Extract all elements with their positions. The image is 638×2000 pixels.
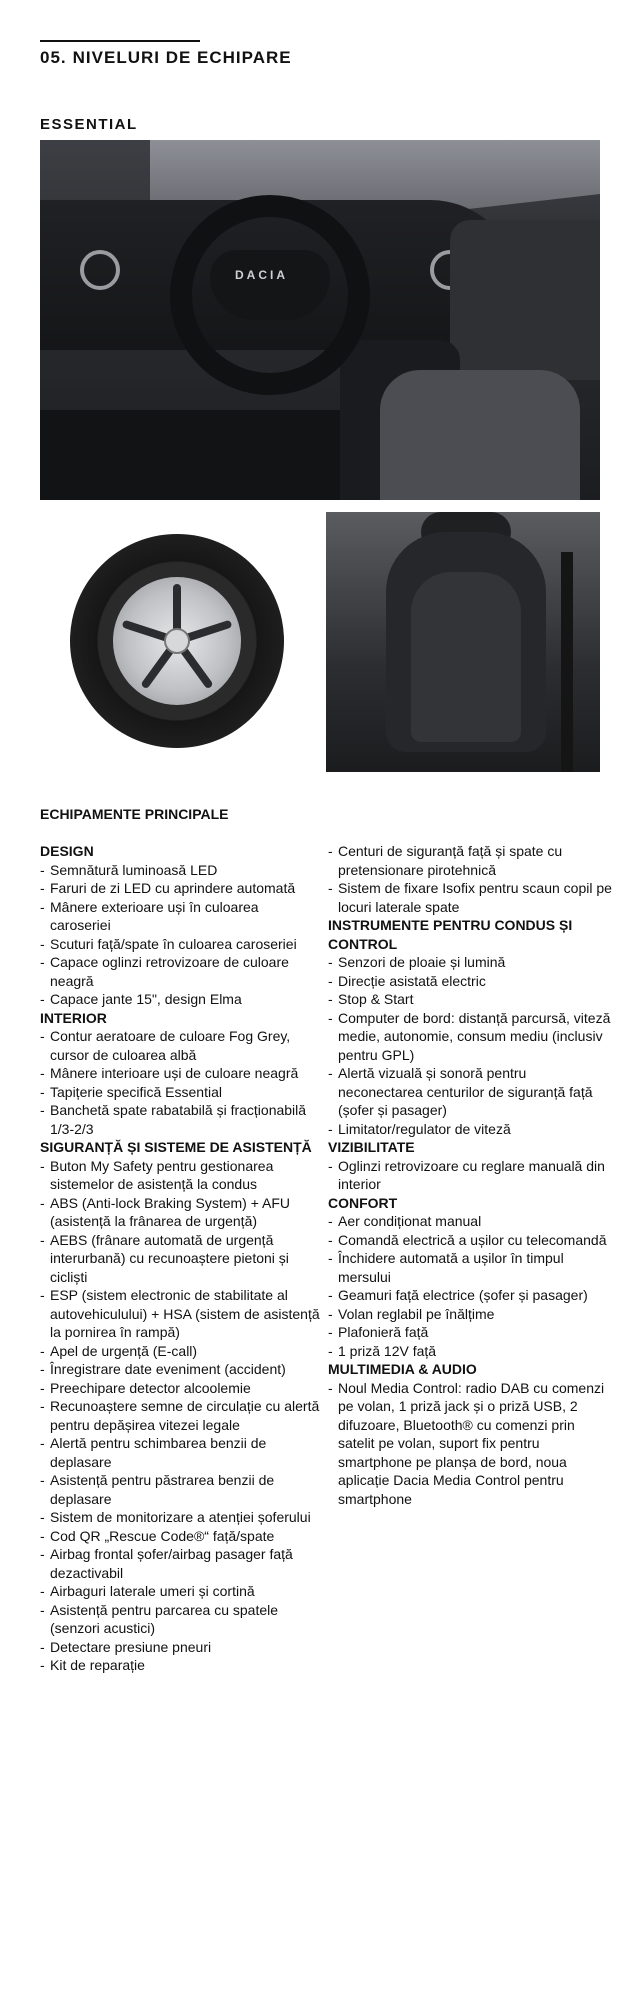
section-heading: MULTIMEDIA & AUDIO (328, 1361, 477, 1377)
list-item: - Sistem de monitorizare a atenției șoferului (40, 1508, 322, 1527)
list-item: - Comandă electrică a ușilor cu telecomandă (328, 1231, 612, 1250)
section-heading: INTERIOR (40, 1009, 107, 1026)
list-item: - Senzori de ploaie și lumină (328, 953, 612, 972)
equipment-list (328, 842, 612, 916)
equipment-section (328, 916, 612, 1138)
list-item: - Kit de reparație (40, 1656, 322, 1675)
equipment-list (40, 861, 322, 1009)
list-item: - AEBS (frânare automată de urgență interurbană) cu recunoaștere pietoni și cicliști (40, 1231, 322, 1287)
list-item: - Aer condiționat manual (328, 1212, 612, 1231)
equipment-list (40, 1027, 322, 1138)
list-item: - Apel de urgență (E-call) (40, 1342, 322, 1361)
list-item: - Airbaguri laterale umeri și cortină (40, 1582, 322, 1601)
list-item: - Înregistrare date eveniment (accident) (40, 1360, 322, 1379)
equipment-column-left (40, 842, 322, 1675)
equipment-list (328, 1379, 612, 1509)
section-heading: INSTRUMENTE PENTRU CONDUS ȘI CONTROL (328, 917, 573, 952)
interior-photo (40, 140, 600, 500)
list-item: - Mânere interioare uși de culoare neagră (40, 1064, 322, 1083)
list-item: - Scuturi față/spate în culoarea caroseriei (40, 935, 322, 954)
equipment-section (328, 1138, 612, 1194)
list-item: - Mânere exterioare uși în culoarea caroseriei (40, 898, 322, 935)
equipment-column-right (328, 842, 612, 1508)
list-item: - Recunoaștere semne de circulație cu alertă pentru depășirea vitezei legale (40, 1397, 322, 1434)
section-title: NIVELURI DE ECHIPARE (72, 48, 292, 67)
equipment-list (328, 1212, 612, 1360)
section-heading: VIZIBILITATE (328, 1139, 415, 1155)
list-item: - Contur aeratoare de culoare Fog Grey, cursor de culoarea albă (40, 1027, 322, 1064)
list-item: - Oglinzi retrovizoare cu reglare manuală din interior (328, 1157, 612, 1194)
list-item: - Alertă pentru schimbarea benzii de deplasare (40, 1434, 322, 1471)
list-item: - Asistență pentru parcarea cu spatele (senzori acustici) (40, 1601, 322, 1638)
list-item: - Preechipare detector alcoolemie (40, 1379, 322, 1398)
equipment-section (328, 842, 612, 916)
equipment-section (40, 842, 322, 1009)
section-heading: CONFORT (328, 1194, 398, 1211)
list-item: - Volan reglabil pe înălțime (328, 1305, 612, 1324)
section-number: 05. (40, 48, 67, 67)
list-item: - Sistem de fixare Isofix pentru scaun copil pe locuri laterale spate (328, 879, 612, 916)
list-item: - Tapițerie specifică Essential (40, 1083, 322, 1102)
wheel-photo (40, 512, 316, 772)
equipment-section (328, 1194, 612, 1361)
list-item: - Semnătură luminoasă LED (40, 861, 322, 880)
list-item: - Capace jante 15", design Elma (40, 990, 322, 1009)
list-item: - ABS (Anti-lock Braking System) + AFU (asistență la frânarea de urgență) (40, 1194, 322, 1231)
list-item: - Alertă vizuală și sonoră pentru neconectarea centurilor de siguranță față (șofer și pasager) (328, 1064, 612, 1120)
list-item: - Stop & Start (328, 990, 612, 1009)
equipment-section (40, 1138, 322, 1675)
section-heading: DESIGN (40, 843, 94, 859)
dacia-logo: DACIA (235, 268, 288, 282)
list-item: - 1 priză 12V față (328, 1342, 612, 1361)
main-equipment-title: ECHIPAMENTE PRINCIPALE (40, 806, 229, 822)
list-item: - ESP (sistem electronic de stabilitate al autovehiculului) + HSA (sistem de asistență la pornirea în rampă) (40, 1286, 322, 1342)
equipment-list (328, 953, 612, 1138)
header-rule (40, 40, 200, 42)
list-item: - Plafonieră față (328, 1323, 612, 1342)
list-item: - Banchetă spate rabatabilă și fracționabilă 1/3-2/3 (40, 1101, 322, 1138)
list-item: - Noul Media Control: radio DAB cu comenzi pe volan, 1 priză jack și o priză USB, 2 difuzoare, Bluetooth® cu comenzi prin satelit pe volan, suport fix pentru smartphone pe planșa de bord, noua aplicație Dacia Media Control pentru smartphone (328, 1379, 612, 1509)
page-header (40, 48, 292, 68)
list-item: - Închidere automată a ușilor în timpul mersului (328, 1249, 612, 1286)
list-item: - Airbag frontal șofer/airbag pasager față dezactivabil (40, 1545, 322, 1582)
equipment-section (40, 1009, 322, 1139)
seat-photo (326, 512, 600, 772)
list-item: - Asistență pentru păstrarea benzii de deplasare (40, 1471, 322, 1508)
list-item: - Geamuri față electrice (șofer și pasager) (328, 1286, 612, 1305)
list-item: - Buton My Safety pentru gestionarea sistemelor de asistență la condus (40, 1157, 322, 1194)
list-item: - Limitator/regulator de viteză (328, 1120, 612, 1139)
section-heading: SIGURANȚĂ ȘI SISTEME DE ASISTENȚĂ (40, 1139, 312, 1155)
equipment-list (328, 1157, 612, 1194)
list-item: - Centuri de siguranță față și spate cu pretensionare pirotehnică (328, 842, 612, 879)
list-item: - Detectare presiune pneuri (40, 1638, 322, 1657)
equipment-list (40, 1157, 322, 1675)
list-item: - Faruri de zi LED cu aprindere automată (40, 879, 322, 898)
equipment-section (328, 1360, 612, 1508)
list-item: - Direcție asistată electric (328, 972, 612, 991)
trim-level-title: ESSENTIAL (40, 116, 138, 133)
list-item: - Computer de bord: distanță parcursă, viteză medie, autonomie, consum mediu (inclusiv pentru GPL) (328, 1009, 612, 1065)
list-item: - Cod QR „Rescue Code®“ față/spate (40, 1527, 322, 1546)
list-item: - Capace oglinzi retrovizoare de culoare neagră (40, 953, 322, 990)
